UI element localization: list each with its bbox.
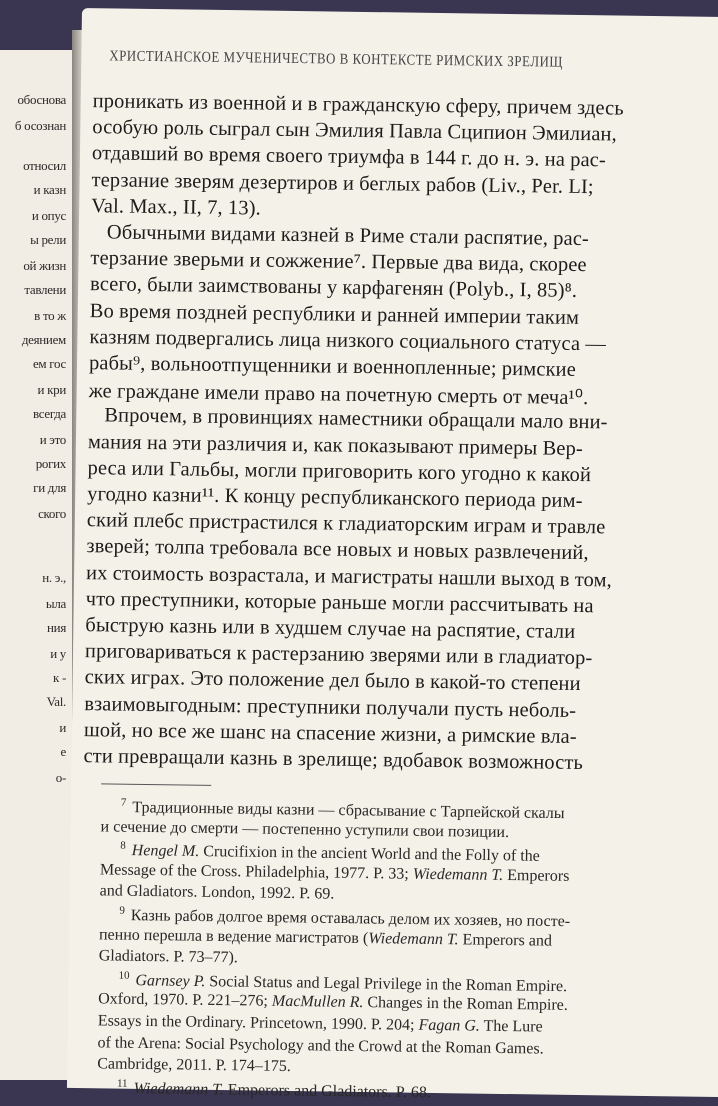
left-page-fragment: и у [50,646,66,661]
footnote-text: The Lure [479,1017,543,1036]
left-page-fragment: о- [55,770,66,785]
footnote-number: 7 [120,796,127,809]
body-text-line: мания на эти различия и, как показывают примеры Вер- [87,430,584,460]
footnote-text: Emperors and [458,930,553,950]
body-text-line: же граждане имели право на почетную смерть от меча¹⁰. [88,380,589,410]
footnote-line [97,1077,697,1106]
left-page-fragment: и [59,720,66,735]
left-page [0,50,72,1080]
left-page-fragment: ского [38,506,66,521]
body-text-line: всего, были заимствованы у карфагенян (Polyb., I, 85)⁸. [89,273,578,303]
body-text-line: зверей; толпа требовала все новых и новых развлечений, [86,535,589,565]
left-page-fragment: и кри [37,382,66,397]
left-page-fragment: относил [23,158,66,173]
footnote-number: 8 [120,839,126,852]
footnote-number: 10 [118,969,130,982]
footnote-text: of the Arena: Social Psychology and the Crowd at the Roman Games. [97,1033,544,1058]
footnote-text: Emperors and Gladiators. P. 68. [223,1081,432,1102]
footnote-text: Social Status and Legal Privilege in the Roman Empire. [205,972,568,995]
body-text-line: сти превращали казнь в зрелище; вдобавок возможность [83,745,584,775]
body-text-line: что преступники, которые раньше могли рассчитывать на [85,587,594,617]
body-text-line: взаимовыгодным: преступники получали пусть неболь- [84,692,577,722]
footnote-text: Message of the Cross. Philadelphia, 1977. P. 33; [99,861,413,883]
footnote-text: Emperors [503,866,570,885]
footnote-number: 9 [119,904,125,917]
footnote-author: Wiedemann T. [133,1079,224,1099]
body-text-line: рабы⁹, вольноотпущенники и военнопленные; римские [88,352,577,381]
body-text-line: ский плебс пристрастился к гладиаторским играм и травле [86,509,606,539]
left-page-fragment: ем гос [32,356,66,371]
left-page-fragment: н. э., [42,570,66,585]
left-page-fragment: б осознан [14,118,66,133]
footnote-text: Essays in the Ordinary. Princetown, 1990. P. 204; [97,1012,419,1034]
footnote-author: MacMullen R. [271,993,364,1012]
body-text-line: отдавший во время своего триумфа в 144 г. до н. э. на рас- [91,142,607,172]
footnote-text: Gladiators. P. 73–77). [98,947,238,967]
left-page-fragment: и опус [31,208,66,223]
body-text-line: Val. Max., II, 7, 13). [91,194,261,220]
footnote-text: Crucifixion in the ancient World and the Folly of the [199,843,540,865]
left-page-fragment: деянием [21,332,66,347]
body-text-line: терзание зверям дезертиров и беглых рабов (Liv., Per. LI; [91,168,594,198]
footnote-author: Garnsey P. [135,971,206,990]
footnote-text: Традиционные виды казни — сбрасывание с Тарпейской скалы [132,799,565,823]
left-page-fragment: ыла [45,596,66,611]
body-text-line: шой, но все же шанс на спасение жизни, а римские вла- [83,718,577,748]
body-text-line: угодно казни¹¹. К концу республиканского периода рим- [87,483,583,513]
left-page-fragment: и казн [33,182,66,197]
left-page-fragment: к - [53,670,66,685]
body-text-line: быструю казнь или в худшем случае на распятие, стали [85,614,576,643]
left-page-fragment: ги для [33,480,66,495]
left-page-fragment: обоснова [17,92,66,107]
footnote-separator [101,783,211,786]
body-text-line: Впрочем, в провинциях наместники обращали мало вни- [104,404,608,434]
body-text-line: терзание зверьми и сожжение⁷. Первые два вида, скорее [90,247,587,277]
body-text-line: Обычными видами казней в Риме стали распятие, рас- [106,221,590,251]
left-page-fragment: ой жизн [23,258,66,273]
footnote-author: Hengel M. [131,842,200,861]
left-page-fragment: и это [39,432,66,447]
body-text-line: казням подвергались лица низкого социального статуса — [89,325,607,356]
footnote-author: Wiedemann T. [412,865,504,884]
right-page [67,8,718,1102]
footnote-text: Казнь рабов долгое время оставалась делом их хозяев, но посте- [130,907,571,931]
left-page-fragment: Val. [46,694,66,709]
left-page-fragment: е [60,744,66,759]
left-page-fragment: всегда [32,406,66,421]
body-text-line: особую роль сыграл сын Эмилия Павла Сципион Эмилиан, [92,116,617,146]
footnote-text: Cambridge, 2011. P. 174–175. [97,1055,291,1076]
body-text-line: приговариваться к растерзанию зверями или в гладиатор- [84,640,593,670]
left-page-fragment: тавлени [24,282,66,297]
footnote-text: Oxford, 1970. P. 221–276; [98,990,273,1011]
left-page-fragment: ния [47,620,66,635]
body-text-line: реса или Гальбы, могли приговорить кого угодно к какой [87,456,592,486]
footnote-text: пенно перешла в ведение магистратов ( [98,925,369,947]
footnote-text: and Gladiators. London, 1992. P. 69. [99,882,335,903]
body-text-line: проникать из военной и в гражданскую сферу, причем здесь [92,90,624,120]
footnote-author: Fagan G. [418,1016,480,1035]
body-text-line: Во время поздней республики и ранней империи таким [89,299,580,329]
body-text-line: ских играх. Это положение дел было в какой-то степени [84,666,581,696]
footnote-text: и сечение до смерти — постепенно уступили свои позиции. [100,817,510,841]
running-header: ХРИСТИАНСКОЕ МУЧЕНИЧЕСТВО В КОНТЕКСТЕ РИМСКИХ ЗРЕЛИЩ [109,48,563,71]
left-page-fragment: ы рели [30,232,66,247]
footnote-text: Changes in the Roman Empire. [363,994,568,1015]
left-page-fragment: в то ж [34,308,66,323]
footnote-number: 11 [116,1077,128,1090]
footnote-author: Wiedemann T. [368,929,459,948]
body-text-line: их стоимость возрастала, и магистраты нашли выход в том, [85,561,612,592]
left-page-fragment: рогих [35,456,66,471]
